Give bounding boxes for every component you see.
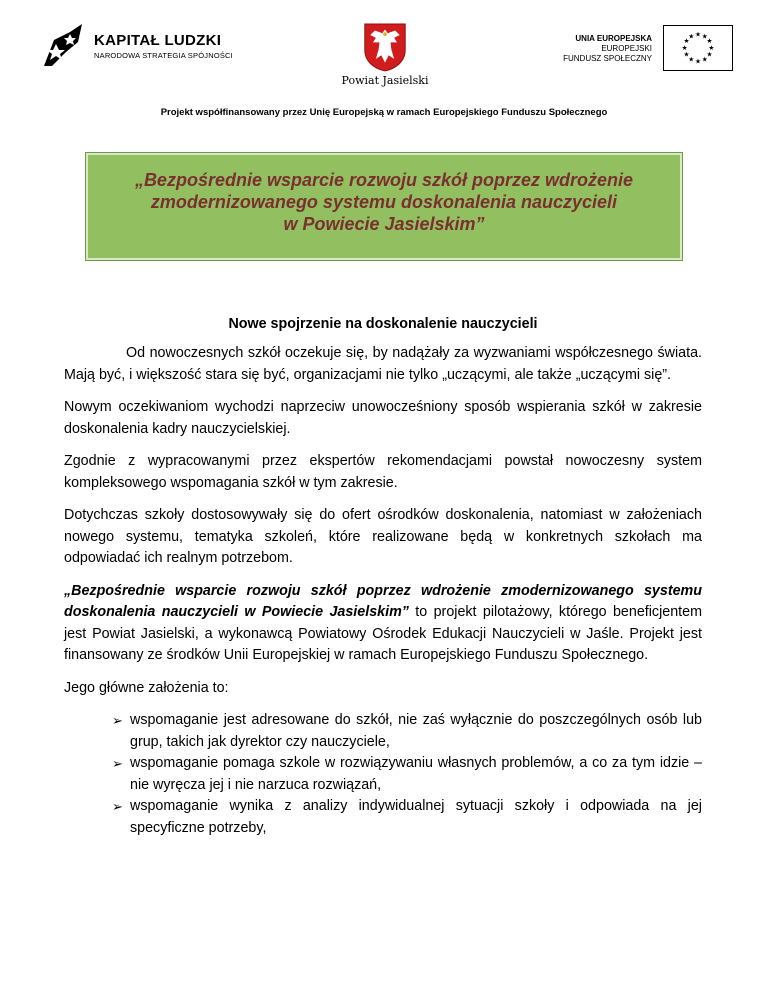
kapital-ludzki-logo: [40, 22, 240, 72]
list-item-text: wspomaganie pomaga szkole w rozwiązywaniu własnych problemów, a co za tym idzie – nie wyręcza jej i nie narzuca rozwiązań,: [130, 755, 702, 793]
svg-text:★: ★: [706, 37, 713, 46]
assumptions-list: [64, 710, 702, 839]
powiat-name: Powiat Jasielski: [341, 74, 429, 87]
arrow-bullet-icon: ➢: [112, 756, 123, 771]
svg-text:★: ★: [681, 43, 688, 52]
project-name-emphasis: „Bezpośrednie wsparcie rozwoju szkół poprzez wdrożenie zmodernizowanego systemu doskonalenia nauczycieli w Powiecie Jasielskim”: [64, 582, 702, 620]
ue-line-3: FUNDUSZ SPOŁECZNY: [563, 54, 652, 63]
paragraph-5: [64, 581, 702, 667]
ue-line-2: EUROPEJSKI: [601, 44, 652, 53]
list-item-text: wspomaganie wynika z analizy indywidualnej sytuacji szkoły i odpowiada na jej specyficzne potrzeby,: [130, 798, 702, 836]
svg-text:★: ★: [706, 50, 713, 59]
kapital-ludzki-title: KAPITAŁ LUDZKI: [94, 32, 222, 49]
list-intro: Jego główne założenia to:: [64, 679, 229, 696]
cofinancing-note: Projekt współfinansowany przez Unię Europejską w ramach Europejskiego Funduszu Społecznego: [160, 107, 608, 118]
kapital-ludzki-emblem-icon: [40, 22, 86, 68]
section-heading: Nowe spojrzenie na doskonalenie nauczycieli: [228, 316, 538, 332]
list-item: [114, 710, 702, 753]
list-item: [114, 796, 702, 839]
paragraph-1: Od nowoczesnych szkół oczekuje się, by nadążały za wyzwaniami współczesnego świata. Mają być, i większość stara się być, organizacjami nie tylko „uczącymi, ale także „uczącymi się”.: [64, 345, 702, 383]
svg-text:★: ★: [695, 30, 701, 39]
svg-text:★: ★: [701, 32, 708, 41]
list-item-text: wspomaganie jest adresowane do szkół, nie zaś wyłącznie do poszczególnych osób lub grup, takich jak dyrektor czy nauczyciele,: [130, 712, 702, 750]
paragraph-5-rest: to projekt pilotażowy, którego beneficjentem jest Powiat Jasielski, a wykonawcą Powiatowy Ośrodek Edukacji Nauczycieli w Jaśle. Projekt jest finansowany ze środków Unii Europejskiej w ramach Europejskiego Funduszu Społecznego.: [64, 604, 702, 663]
banner-line-1: „Bezpośrednie wsparcie rozwoju szkół poprzez wdrożenie: [134, 170, 634, 190]
powiat-jasielski-crest: [340, 22, 430, 97]
banner-line-3: w Powiecie Jasielskim”: [283, 214, 485, 234]
document-header: [0, 0, 768, 100]
svg-text:★: ★: [688, 32, 695, 41]
paragraph-2: Nowym oczekiwaniom wychodzi naprzeciw unowocześniony sposób wspierania szkół w zakresie doskonalenia kadry nauczycielskiej.: [64, 399, 702, 437]
svg-text:★: ★: [688, 55, 695, 64]
paragraph-3: Zgodnie z wypracowanymi przez ekspertów rekomendacjami powstał nowoczesny system kompleksowego wspomagania szkół w tym zakresie.: [64, 453, 702, 491]
svg-text:★: ★: [695, 57, 701, 66]
svg-text:★: ★: [683, 37, 690, 46]
ue-label: [563, 34, 652, 64]
eagle-crest-icon: [362, 22, 408, 72]
svg-text:★: ★: [701, 55, 708, 64]
document-body: [64, 316, 702, 839]
arrow-bullet-icon: ➢: [112, 713, 123, 728]
svg-text:★: ★: [683, 50, 690, 59]
eu-stars-icon: [664, 26, 732, 70]
paragraph-4: Dotychczas szkoły dostosowywały się do ofert ośrodków doskonalenia, natomiast w założeniach nowego systemu, tematyka szkoleń, które realizowane będą w konkretnych szkołach ma odpowiadać ich realnym potrzebom.: [64, 507, 702, 566]
list-item: [114, 753, 702, 796]
ue-line-1: UNIA EUROPEJSKA: [575, 34, 652, 43]
svg-text:★: ★: [708, 43, 715, 52]
eu-flag-icon: [663, 25, 733, 71]
arrow-bullet-icon: ➢: [112, 799, 123, 814]
project-title-banner: [86, 153, 682, 260]
banner-line-2: zmodernizowanego systemu doskonalenia nauczycieli: [150, 192, 618, 212]
kapital-ludzki-subtitle: NARODOWA STRATEGIA SPÓJNOŚCI: [94, 51, 233, 60]
